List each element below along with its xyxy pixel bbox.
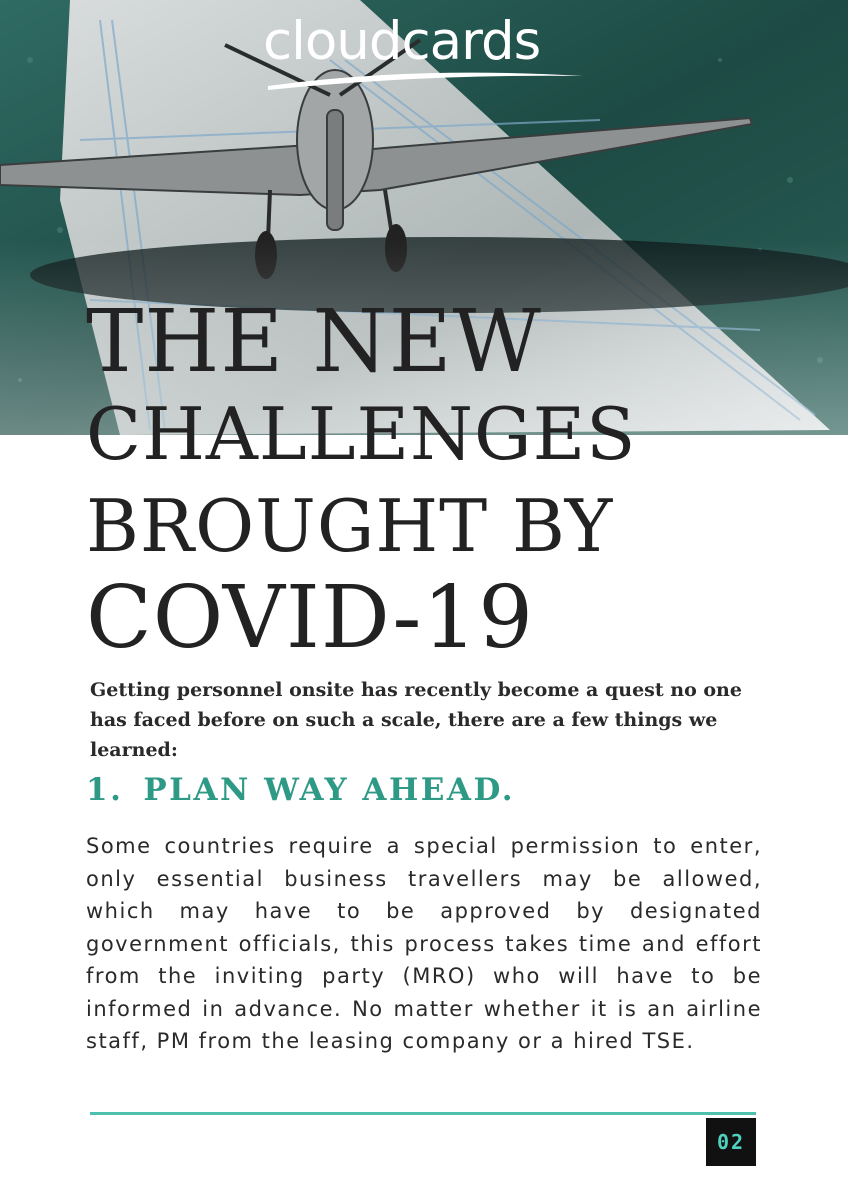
section-heading-text: PLAN WAY AHEAD.	[143, 772, 516, 808]
footer-divider	[90, 1112, 756, 1115]
title-line: BROUGHT BY	[86, 484, 614, 568]
logo-swoosh-icon	[263, 64, 593, 94]
logo-text: cloudcards	[263, 11, 541, 72]
section-heading	[86, 772, 515, 808]
title-line: THE NEW	[86, 292, 542, 392]
section-number: 1.	[86, 772, 124, 808]
page-title	[86, 292, 826, 668]
intro-paragraph: Getting personnel onsite has recently become a quest no one has faced before on such a scale, there are a few things we learned:	[90, 679, 742, 761]
section-body: Some countries require a special permission to enter, only essential business travellers may be allowed, which may have to be approved by designated government officials, this process takes time and effort from the inviting party (MRO) who will have to be informed in advance. No matter whether it is an airline staff, PM from the leasing company or a hired TSE.	[86, 834, 762, 1053]
page-number-badge: 02	[706, 1118, 756, 1166]
cloudcards-logo	[263, 11, 593, 88]
title-line: CHALLENGES	[86, 392, 637, 476]
title-line: COVID-19	[86, 568, 534, 668]
